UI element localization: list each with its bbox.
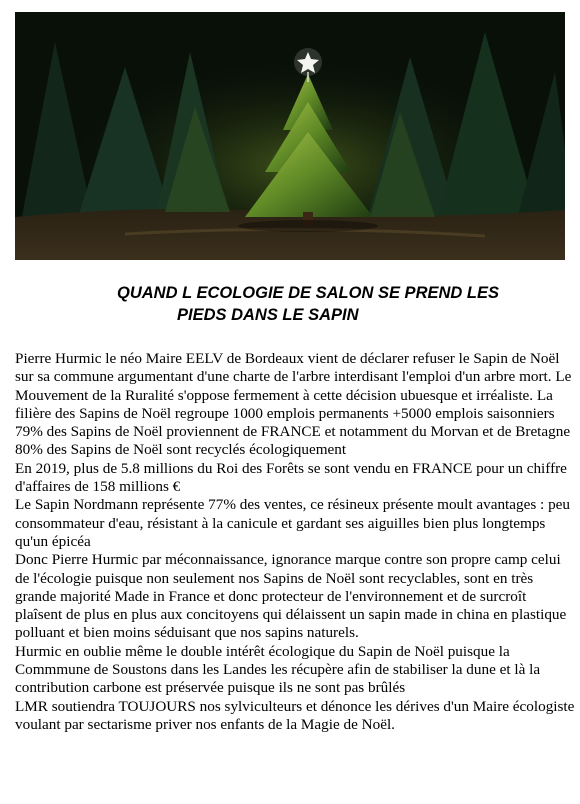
paragraph: 79% des Sapins de Noël proviennent de FRANCE et notamment du Morvan et de Bretagne (15, 423, 571, 441)
paragraph: Donc Pierre Hurmic par méconnaissance, ignorance marque contre son propre camp celui de l'écologie puisque non seulement nos Sapins de Noël sont recyclables, sont en très grande majorité Made in France et donc protecteur de l'environnement et de surcroît plaîsent de plus en plus aux concitoyens qui délaissent un sapin made in china en plastique polluant et bien moins séduisant que nos sapins naturels. (15, 551, 567, 642)
paragraph: LMR soutiendra TOUJOURS nos sylviculteurs et dénonce les dérives d'un Maire écologiste voulant par sectarisme priver nos enfants de la Magie de Noël. (15, 697, 575, 733)
christmas-tree-photo (15, 12, 565, 260)
paragraph: 80% des Sapins de Noël sont recyclés écologiquement (15, 441, 347, 459)
paragraph: Hurmic en oublie même le double intérêt écologique du Sapin de Noël puisque la Commmune de Soustons dans les Landes les récupère afin de stabiliser la dune et là la contribution carbone est préservée puisque ils ne sont pas brûlés (15, 642, 541, 697)
paragraph: Le Sapin Nordmann représente 77% des ventes, ce résineux présente moult avantages : peu consommateur d'eau, résistant à la canicule et gardant ses aiguilles bien plus longtemps qu'un épicéa (15, 496, 570, 550)
article-body (15, 350, 575, 734)
paragraph: En 2019, plus de 5.8 millions du Roi des Forêts se sont vendu en FRANCE pour un chiffre d'affaires de 158 millions € (15, 459, 567, 496)
paragraph: Pierre Hurmic le néo Maire EELV de Bordeaux vient de déclarer refuser le Sapin de Noël sur sa commune argumentant d'une charte de l'arbre interdisant l'emploi d'un arbre mort. Le Mouvement de la Ruralité s'oppose fermement à cette décision ubuesque et irréaliste. La filière des Sapins de Noël regroupe 1000 emplois permanents +5000 emplois saisonniers (15, 350, 572, 422)
title-line-2: PIEDS DANS LE SAPIN (177, 306, 359, 324)
article-title (60, 282, 580, 326)
title-line-1: QUAND L ECOLOGIE DE SALON SE PREND LES (117, 284, 499, 302)
